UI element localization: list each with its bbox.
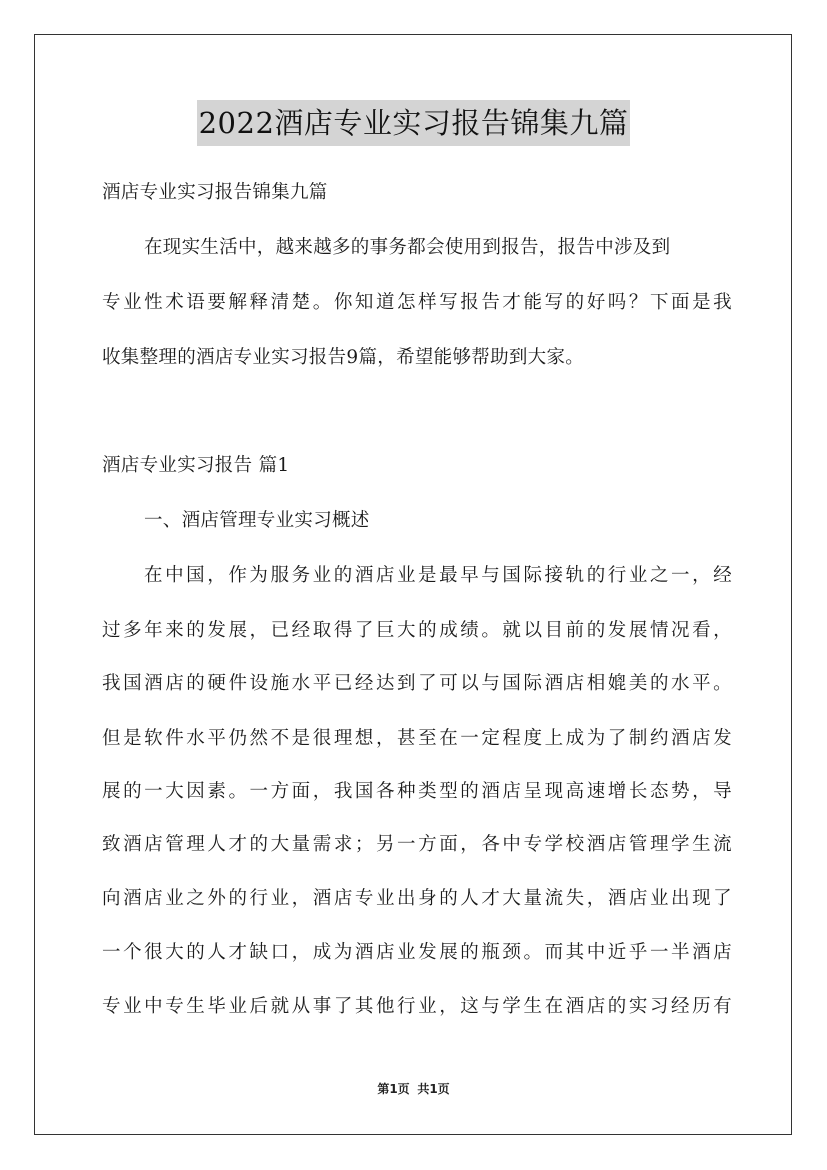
paragraph-line: 但是软件水平仍然不是很理想，甚至在一定程度上成为了制约酒店发 — [102, 728, 732, 749]
paragraph-line: 一个很大的人才缺口，成为酒店业发展的瓶颈。而其中近乎一半酒店 — [102, 942, 732, 963]
paragraph-line: 向酒店业之外的行业，酒店专业出身的人才大量流失，酒店业出现了 — [102, 888, 732, 909]
paragraph-line: 致酒店管理人才的大量需求；另一方面，各中专学校酒店管理学生流 — [102, 834, 732, 855]
title-container — [0, 100, 827, 146]
paragraph-line: 我国酒店的硬件设施水平已经达到了可以与国际酒店相媲美的水平。 — [102, 673, 732, 694]
paragraph-line: 展的一大因素。一方面，我国各种类型的酒店呈现高速增长态势，导 — [102, 781, 732, 802]
paragraph-line: 收集整理的酒店专业实习报告9篇，希望能够帮助到大家。 — [102, 347, 585, 368]
page-total: 共1页 — [417, 1082, 450, 1096]
section-heading: 酒店专业实习报告 篇1 — [102, 455, 290, 476]
paragraph-line: 过多年来的发展，已经取得了巨大的成绩。就以目前的发展情况看， — [102, 620, 732, 641]
paragraph-line: 专业性术语要解释清楚。你知道怎样写报告才能写的好吗？下面是我 — [102, 292, 732, 313]
subsection-heading: 一、酒店管理专业实习概述 — [144, 510, 370, 531]
page-footer — [0, 1080, 827, 1097]
paragraph-line: 在现实生活中，越来越多的事务都会使用到报告，报告中涉及到 — [144, 237, 671, 258]
paragraph-line: 专业中专生毕业后就从事了其他行业，这与学生在酒店的实习经历有 — [102, 996, 732, 1017]
subtitle-line: 酒店专业实习报告锦集九篇 — [102, 182, 328, 203]
page-number: 第1页 — [377, 1082, 410, 1096]
paragraph-line: 在中国，作为服务业的酒店业是最早与国际接轨的行业之一，经 — [144, 565, 732, 586]
document-title: 2022酒店专业实习报告锦集九篇 — [197, 100, 631, 146]
